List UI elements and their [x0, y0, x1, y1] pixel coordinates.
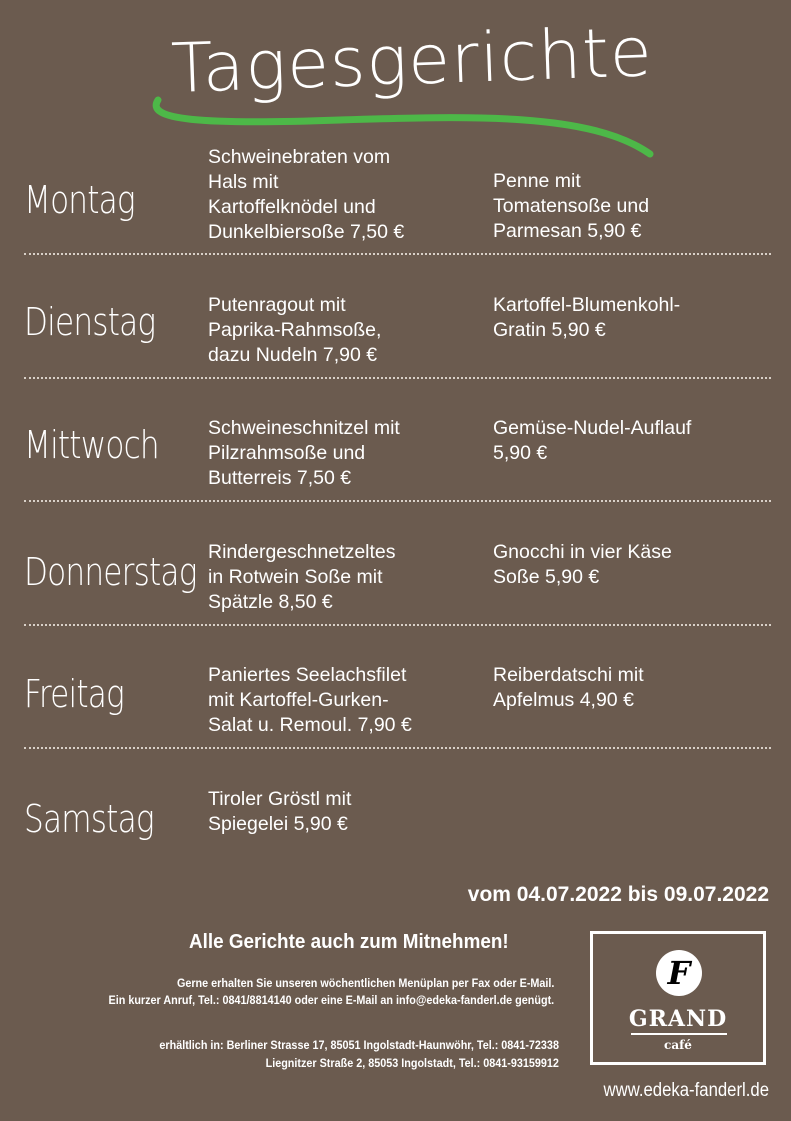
dish-vegetarian: Penne mit Tomatensoße und Parmesan 5,90 €: [493, 170, 650, 242]
dish-vegetarian: Gnocchi in vier Käse Soße 5,90 €: [493, 541, 672, 588]
email-link[interactable]: info@edeka-fanderl.de: [395, 993, 512, 1007]
logo-name: GRAND: [628, 1006, 728, 1032]
address-line-1: erhältlich in: Berliner Strasse 17, 85051 Ingolstadt-Haunwöhr, Tel.: 0841-72338: [159, 1038, 559, 1052]
logo-f-icon: F: [656, 950, 702, 996]
dish-main: Putenragout mit Paprika-Rahmsoße, dazu Nudeln 7,90 €: [208, 294, 382, 366]
dish-main: Schweinebraten vom Hals mit Kartoffelknödel und Dunkelbiersoße 7,50 €: [208, 146, 405, 243]
day-name: Dienstag: [24, 300, 156, 344]
divider: [24, 377, 771, 379]
divider: [24, 253, 771, 255]
dish-vegetarian: Kartoffel-Blumenkohl- Gratin 5,90 €: [493, 294, 681, 341]
day-name: Freitag: [24, 672, 124, 716]
takeaway-notice: Alle Gerichte auch zum Mitnehmen!: [189, 930, 509, 953]
dish-vegetarian: Reiberdatschi mit Apfelmus 4,90 €: [493, 664, 644, 711]
website-link[interactable]: www.edeka-fanderl.de: [603, 1080, 769, 1101]
day-name: Donnerstag: [24, 550, 197, 594]
dish-main: Schweineschnitzel mit Pilzrahmsoße und Butterreis 7,50 €: [208, 417, 400, 489]
dish-vegetarian: Gemüse-Nudel-Auflauf 5,90 €: [493, 417, 692, 464]
page-title: Tagesgerichte: [170, 13, 654, 109]
divider: [24, 500, 771, 502]
day-name: Mittwoch: [24, 423, 159, 467]
dish-main: Rindergeschnetzeltes in Rotwein Soße mit Spätzle 8,50 €: [208, 541, 396, 613]
divider: [24, 747, 771, 749]
date-range: vom 04.07.2022 bis 09.07.2022: [467, 883, 769, 906]
logo-sub: café: [664, 1038, 692, 1052]
day-name: Montag: [24, 178, 135, 222]
grand-cafe-logo: [590, 931, 766, 1065]
dish-main: Tiroler Gröstl mit Spiegelei 5,90 €: [208, 788, 352, 835]
info-line-2: Ein kurzer Anruf, Tel.: 0841/8814140 oder eine E-Mail an info@edeka-fanderl.de genügt.: [108, 993, 554, 1007]
info-line-1: Gerne erhalten Sie unseren wöchentlichen Menüplan per Fax oder E-Mail.: [176, 976, 554, 990]
dish-main: Paniertes Seelachsfilet mit Kartoffel-Gurken- Salat u. Remoul. 7,90 €: [208, 664, 412, 736]
address-line-2: Liegnitzer Straße 2, 85053 Ingolstadt, Tel.: 0841-93159912: [265, 1056, 559, 1070]
day-name: Samstag: [24, 797, 154, 841]
divider: [24, 624, 771, 626]
logo-bar: [631, 1033, 727, 1035]
